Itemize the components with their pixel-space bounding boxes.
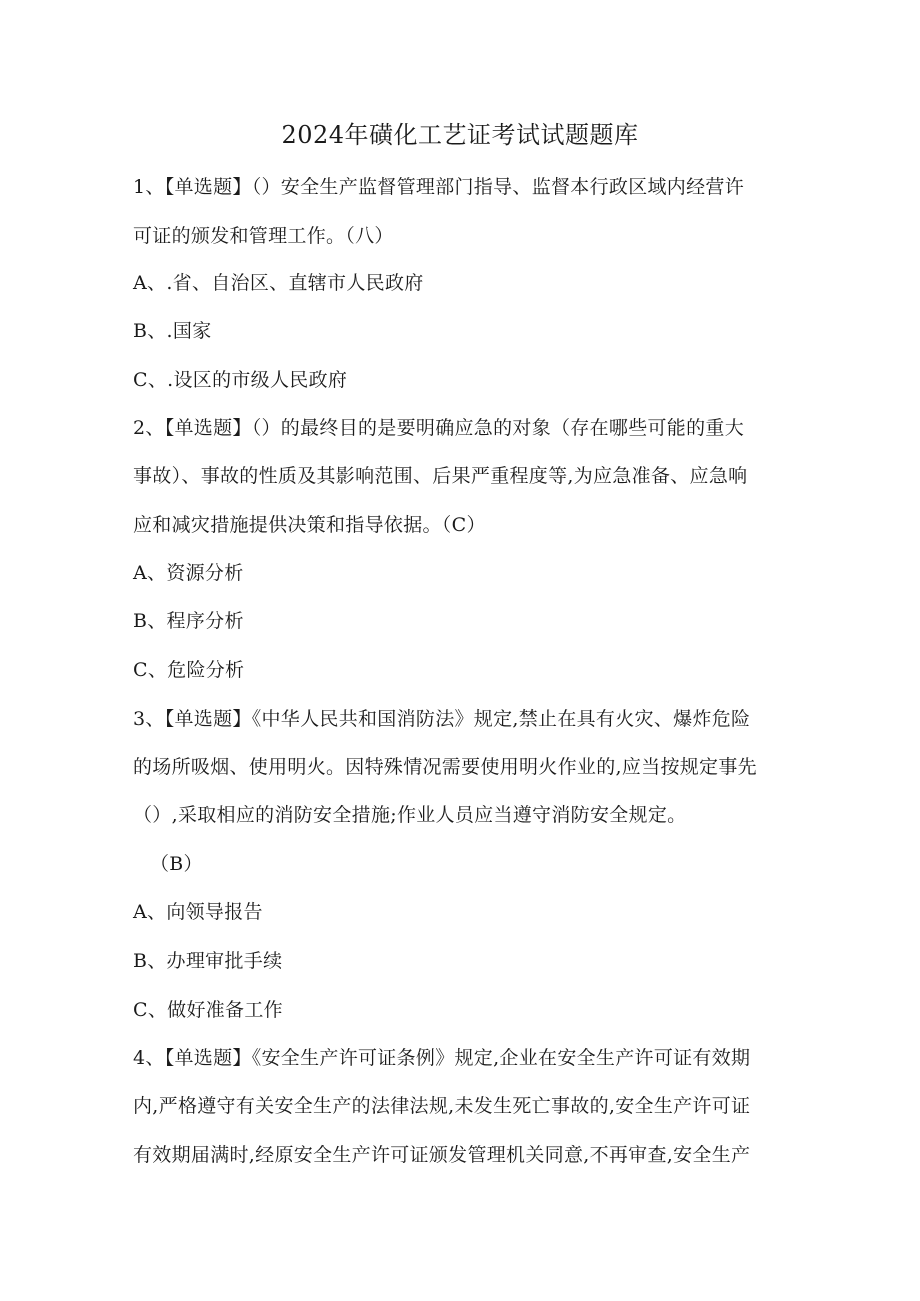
- question-3-option-b: B、办理审批手续: [133, 950, 283, 972]
- question-1-option-a: A、.省、自治区、直辖市人民政府: [133, 272, 424, 294]
- document-title: 2024年磺化工艺证考试试题题库: [281, 121, 639, 149]
- question-4-line-2: 内,严格遵守有关安全生产的法律法规,未发生死亡事故的,安全生产许可证: [133, 1095, 751, 1117]
- question-3-line-1: 3、【单选题】《中华人民共和国消防法》规定,禁止在具有火灾、爆炸危险: [133, 708, 751, 730]
- question-1-line-1: 1、【单选题】（）安全生产监督管理部门指导、监督本行政区域内经营许: [133, 176, 744, 198]
- question-3-option-a: A、向领导报告: [133, 901, 263, 923]
- question-2-line-1: 2、【单选题】（）的最终目的是要明确应急的对象（存在哪些可能的重大: [133, 417, 744, 439]
- question-1-option-b: B、.国家: [133, 320, 212, 342]
- question-2-option-b: B、程序分析: [133, 610, 244, 632]
- question-1-line-2: 可证的颁发和管理工作。（八）: [133, 225, 394, 247]
- question-4-line-3: 有效期届满时,经原安全生产许可证颁发管理机关同意,不再审查,安全生产: [133, 1144, 751, 1166]
- question-2-line-2: 事故）、事故的性质及其影响范围、后果严重程度等,为应急准备、应急响: [133, 465, 748, 487]
- question-3-option-c: C、做好准备工作: [133, 999, 283, 1021]
- question-4-line-1: 4、【单选题】《安全生产许可证条例》规定,企业在安全生产许可证有效期: [133, 1047, 751, 1069]
- question-3-line-2: 的场所吸烟、使用明火。因特殊情况需要使用明火作业的,应当按规定事先: [133, 756, 757, 778]
- question-3-answer: （B）: [150, 853, 203, 875]
- question-1-option-c: C、.设区的市级人民政府: [133, 369, 348, 391]
- question-2-line-3: 应和减灾措施提供决策和指导依据。（C）: [133, 514, 486, 536]
- question-3-line-3: （）,采取相应的消防安全措施;作业人员应当遵守消防安全规定。: [133, 804, 687, 826]
- question-2-option-a: A、资源分析: [133, 562, 244, 584]
- question-2-option-c: C、危险分析: [133, 659, 245, 681]
